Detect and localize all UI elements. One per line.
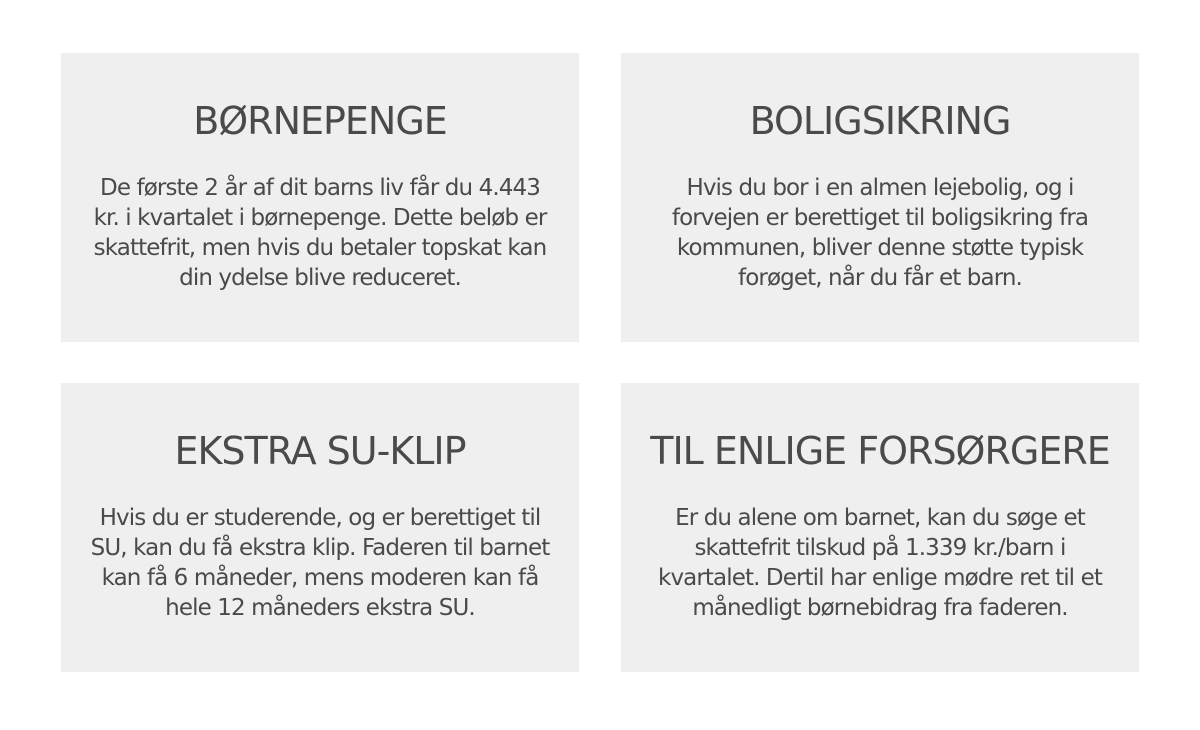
- card-text: De første 2 år af dit barns liv får du 4.443 kr. i kvartalet i børnepenge. Dette beløb er skattefrit, men hvis du betaler topskat kan din ydelse blive reduceret.: [93, 175, 547, 291]
- card-text: Er du alene om barnet, kan du søge et skattefrit tilskud på 1.339 kr./barn i kvartalet. Dertil har enlige mødre ret til et månedligt børnebidrag fra faderen.: [658, 505, 1102, 621]
- card-text: Hvis du bor i en almen lejebolig, og i forvejen er berettiget til boligsikring fra kommunen, bliver denne støtte typisk forøget, når du får et barn.: [671, 175, 1089, 291]
- card-title: BOLIGSIKRING: [749, 99, 1011, 143]
- card-ekstra-su-klip: [61, 383, 579, 672]
- card-boernepenge: [61, 53, 579, 342]
- card-title: TIL ENLIGE FORSØRGERE: [650, 429, 1110, 473]
- card-boligsikring: [621, 53, 1139, 342]
- card-text: Hvis du er studerende, og er berettiget til SU, kan du få ekstra klip. Faderen til barnet kan få 6 måneder, mens moderen kan få hele 12 måneders ekstra SU.: [90, 505, 550, 621]
- card-enlige-forsoergere: [621, 383, 1139, 672]
- card-title: BØRNEPENGE: [193, 99, 447, 143]
- card-title: EKSTRA SU-KLIP: [174, 429, 466, 473]
